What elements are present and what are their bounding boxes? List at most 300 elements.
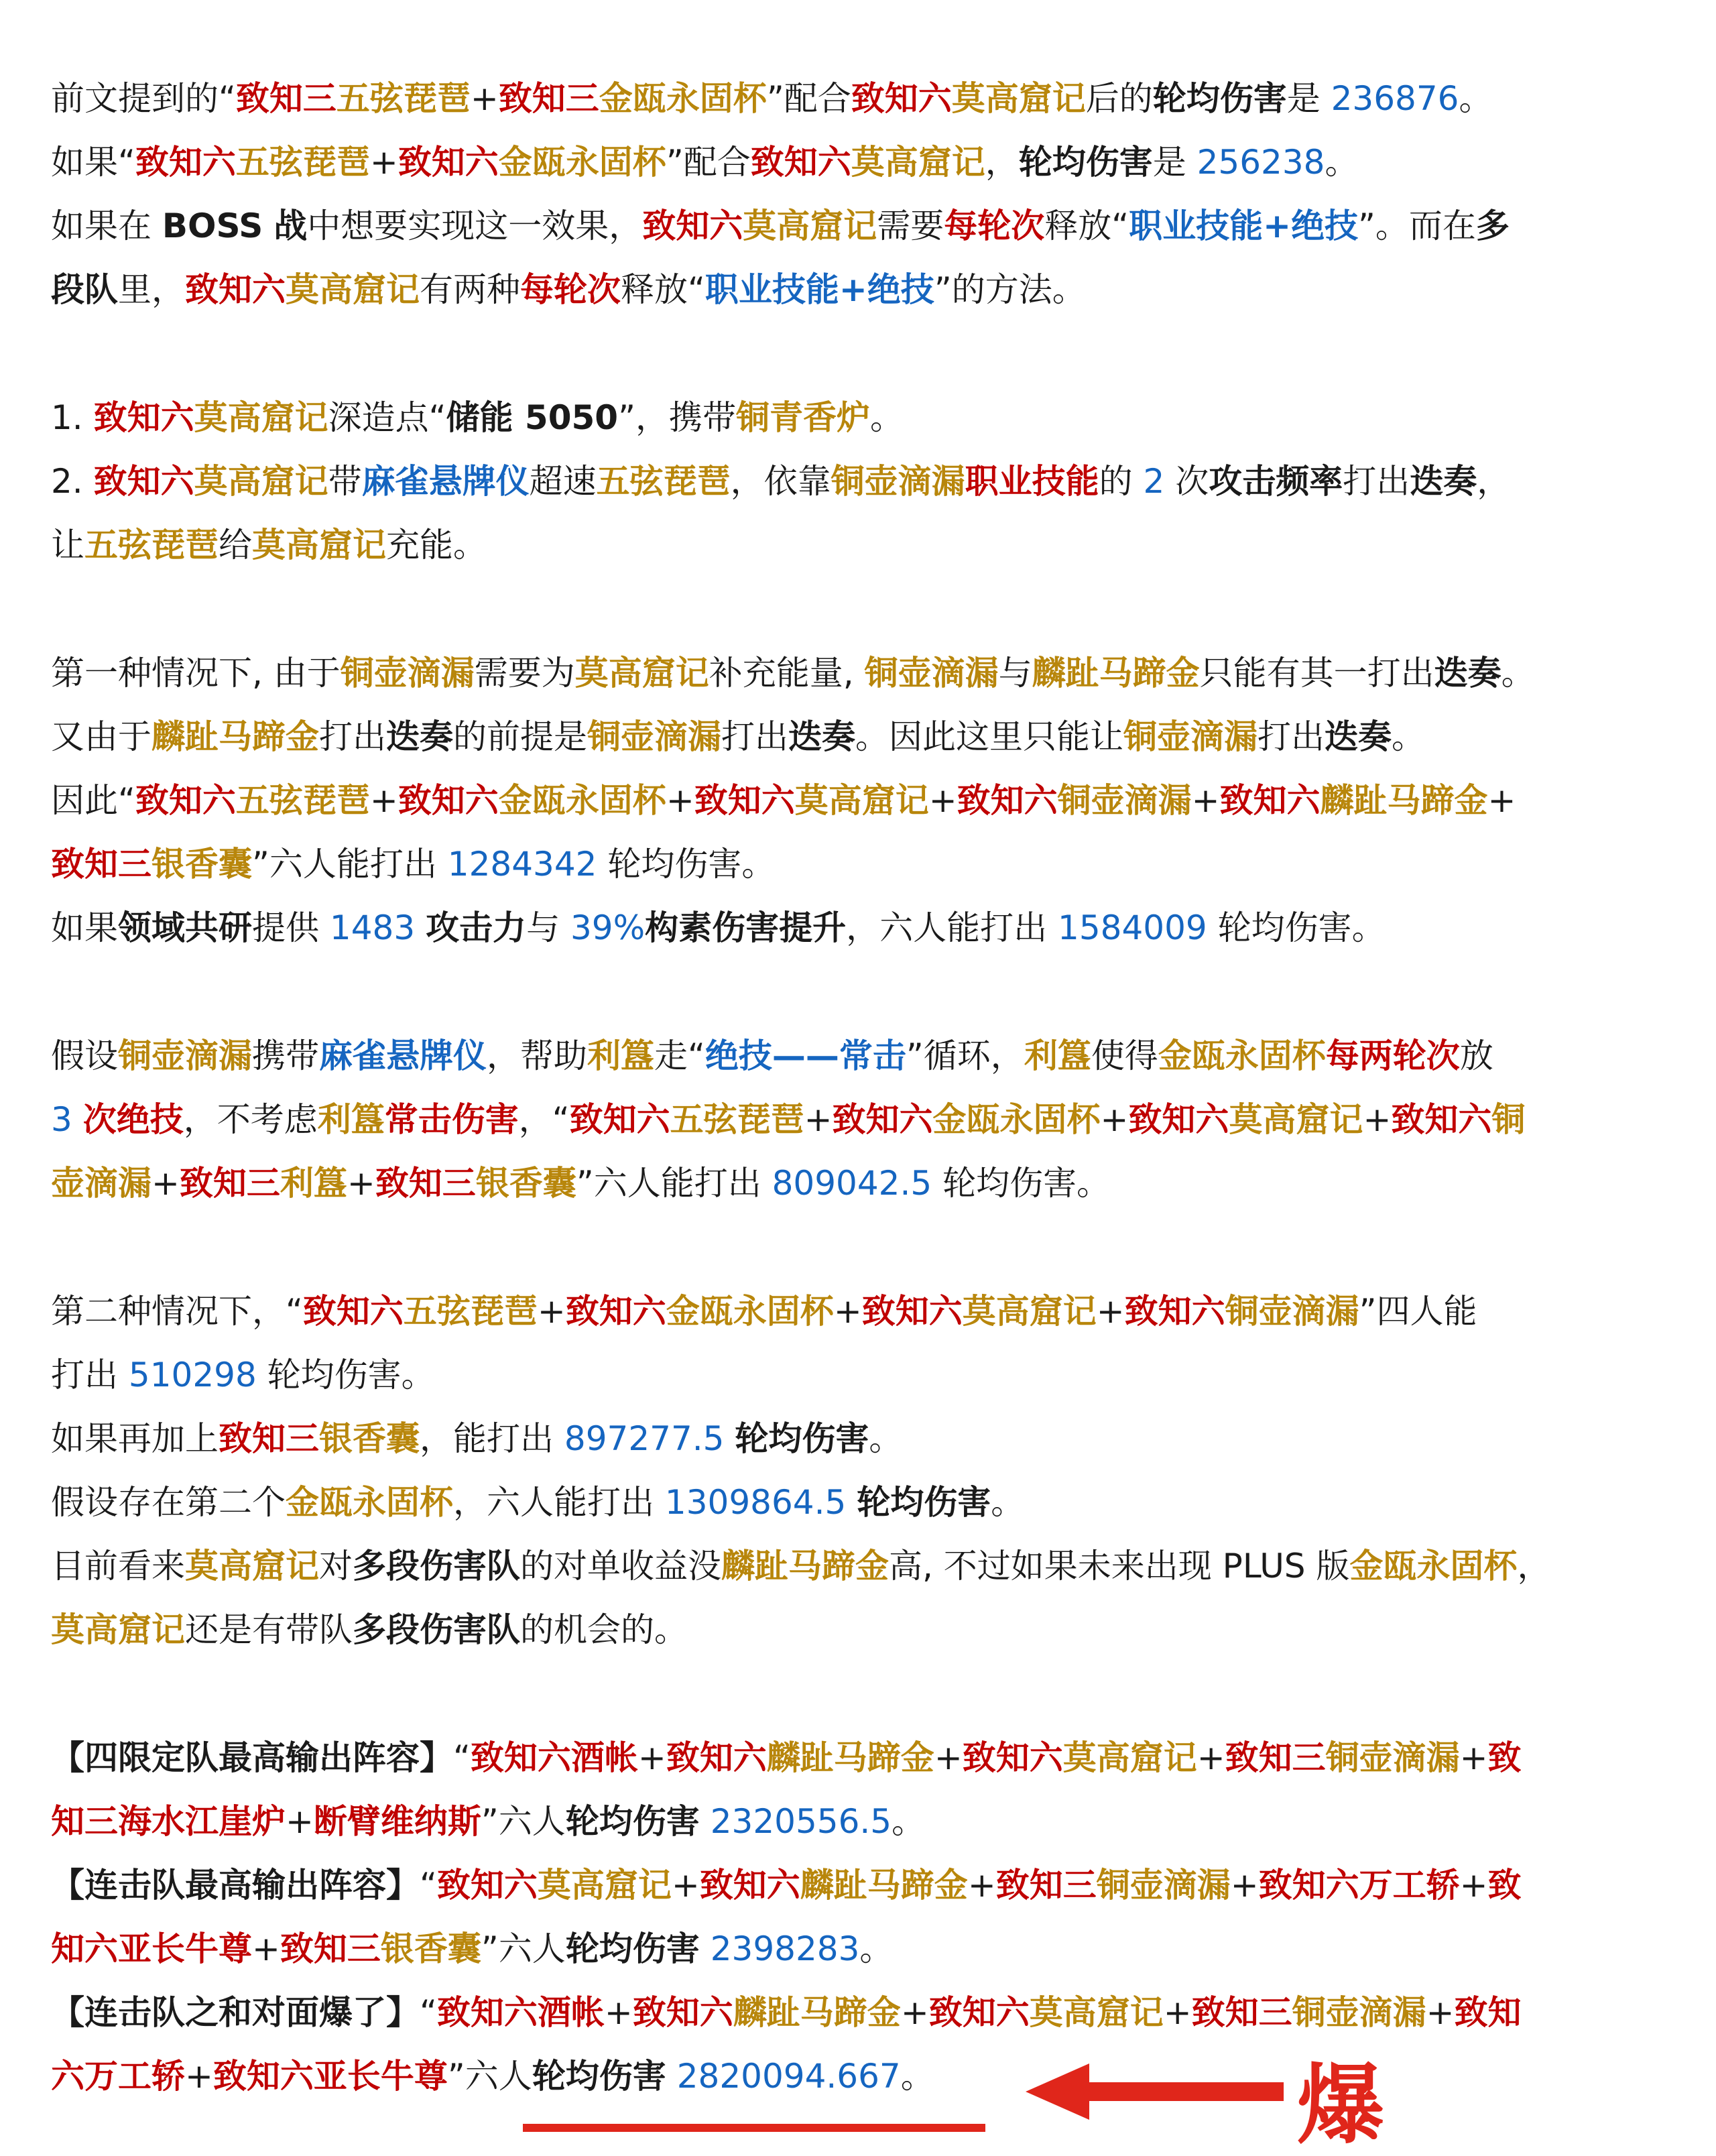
text-run: 致知六 xyxy=(135,781,236,820)
text-run: 如果“ xyxy=(51,143,135,182)
text-run: 的对单收益没 xyxy=(520,1547,721,1585)
text-run: ， xyxy=(1517,1547,1551,1585)
text-run: 的前提是 xyxy=(453,717,587,756)
text-line xyxy=(51,769,1680,833)
text-run: 致知三 xyxy=(179,1164,280,1203)
text-run: 如果在 xyxy=(51,206,162,245)
text-run: 职业技能+绝技 xyxy=(704,270,934,309)
text-run: 万工轿 xyxy=(84,2057,185,2096)
text-run: + xyxy=(151,1164,180,1203)
text-line xyxy=(51,1471,1680,1535)
text-run: 释放“ xyxy=(621,270,705,309)
text-run: 致知六 xyxy=(185,270,286,309)
text-run: 铜壶滴漏 xyxy=(864,654,999,693)
text-run: 银香囊 xyxy=(380,1929,481,1968)
text-line xyxy=(51,1535,1680,1598)
text-line xyxy=(51,1152,1680,1215)
text-run: 的机会的。 xyxy=(520,1610,688,1649)
text-run: 麻雀悬牌仪 xyxy=(361,462,530,501)
text-run: 让 xyxy=(51,526,84,564)
text-run: 深造点“ xyxy=(328,398,446,437)
text-run: 攻击频率 xyxy=(1209,462,1343,501)
text-run: 致知六 xyxy=(851,79,952,118)
text-run: 与 xyxy=(998,654,1032,693)
text-run: 【四限定队最高输出阵容】 xyxy=(51,1738,453,1777)
text-line xyxy=(51,1598,1680,1662)
text-run: 致知六 xyxy=(861,1292,963,1331)
text-run: 使得 xyxy=(1091,1036,1158,1075)
text-run: 万工轿 xyxy=(1359,1866,1460,1905)
text-run: 39% xyxy=(570,908,646,947)
text-run: 迭奏 xyxy=(788,717,855,756)
text-run: 需要 xyxy=(877,206,944,245)
text-run: 第二种情况下，“ xyxy=(51,1292,303,1331)
text-run: 段队 xyxy=(51,270,118,309)
text-run: 金瓯永固杯 xyxy=(932,1100,1101,1139)
text-run: + xyxy=(934,1738,963,1777)
text-run: 亚长牛尊 xyxy=(313,2057,448,2096)
text-run: 莫高窟记 xyxy=(1029,1993,1164,2032)
text-run: 510298 xyxy=(128,1356,257,1394)
text-run: 3 xyxy=(51,1100,72,1139)
text-run: 有两种 xyxy=(420,270,520,309)
paragraph xyxy=(51,67,1680,322)
text-run: 致知六 xyxy=(832,1100,933,1139)
text-run: 。 xyxy=(1392,717,1425,756)
text-run: 利簋 xyxy=(1024,1036,1091,1075)
text-run: 五弦琵琶 xyxy=(596,462,731,501)
text-run: 256238 xyxy=(1197,143,1325,182)
text-run: 铜 xyxy=(1491,1100,1526,1139)
text-run: 铜壶滴漏 xyxy=(1096,1866,1231,1905)
text-line xyxy=(51,194,1680,258)
paragraph xyxy=(51,1726,1680,2108)
text-run: 超速 xyxy=(529,462,597,501)
text-run: 金瓯永固杯 xyxy=(1349,1547,1518,1585)
text-run: 铜壶滴漏 xyxy=(1123,717,1258,756)
text-run: 打出 xyxy=(51,1356,129,1394)
text-run: 致知六 xyxy=(1124,1292,1225,1331)
text-run: 莫高窟记 xyxy=(194,462,328,501)
text-run: 常击伤害 xyxy=(384,1100,519,1139)
text-run: 轮均伤害。 xyxy=(256,1356,435,1394)
text-run: 致知六 xyxy=(957,781,1058,820)
text-run: ”六人能打出 xyxy=(252,845,448,884)
text-run: + xyxy=(347,1164,375,1203)
text-run: 莫高窟记 xyxy=(51,1610,185,1649)
annotation-label: 爆 xyxy=(1297,2054,1385,2156)
text-run: 只能有其一打出 xyxy=(1199,654,1434,693)
text-run: ，“ xyxy=(518,1100,570,1139)
text-run: + xyxy=(1096,1292,1125,1331)
text-run: 麟趾马蹄金 xyxy=(800,1866,968,1905)
text-run: ”配合 xyxy=(666,143,751,182)
text-run: 致知六 xyxy=(436,1993,538,2032)
text-run: 银香囊 xyxy=(319,1419,420,1458)
text-run: 酒帐 xyxy=(537,1993,605,2032)
text-run: + xyxy=(185,2057,213,2096)
text-run: 2 xyxy=(1143,462,1165,501)
text-run: 轮均伤害 xyxy=(857,1483,991,1522)
paragraph xyxy=(51,1280,1680,1662)
text-run: 致知三 xyxy=(219,1419,319,1458)
text-run: 莫高窟记 xyxy=(252,526,386,564)
text-run: 储能 5050 xyxy=(446,398,619,437)
article-body xyxy=(51,67,1680,2108)
text-run: 致知三 xyxy=(280,1929,381,1968)
text-run: 麻雀悬牌仪 xyxy=(319,1036,487,1075)
text-run: 麟趾马蹄金 xyxy=(1032,654,1200,693)
text-run: 战 xyxy=(273,206,308,245)
text-run: 带 xyxy=(328,462,362,501)
text-run xyxy=(72,1100,83,1139)
text-line xyxy=(51,1790,1680,1854)
text-run: 麟趾马蹄金 xyxy=(766,1738,934,1777)
text-run: 五弦琵琶 xyxy=(336,79,471,118)
text-run: 。因此这里只能让 xyxy=(855,717,1123,756)
text-run: 2320556.5 xyxy=(710,1802,892,1841)
text-run: + xyxy=(900,1993,929,2032)
text-run: + xyxy=(369,781,398,820)
text-run: 。 xyxy=(1459,79,1493,118)
text-run: 【连击队之和对面爆了】 xyxy=(51,1993,420,2032)
text-run: ， xyxy=(1477,462,1511,501)
text-run: 致知六 xyxy=(93,462,194,501)
text-run: 打出 xyxy=(721,717,788,756)
text-run: 多段伤害队 xyxy=(353,1610,520,1649)
text-run: + xyxy=(666,781,694,820)
text-run: 次绝技 xyxy=(82,1100,184,1139)
text-line xyxy=(51,1343,1680,1407)
text-run: “ xyxy=(453,1738,471,1777)
text-run: 五弦琵琶 xyxy=(670,1100,804,1139)
text-run: 致知六 xyxy=(470,1738,571,1777)
text-run: 知三 xyxy=(51,1802,118,1841)
text-run: 麟趾马蹄金 xyxy=(721,1547,889,1585)
text-line xyxy=(51,1917,1680,1981)
text-run: + xyxy=(1363,1100,1392,1139)
text-line xyxy=(51,1981,1680,2045)
text-run: 酒帐 xyxy=(570,1738,638,1777)
text-run: 金瓯永固杯 xyxy=(666,1292,834,1331)
text-run: + xyxy=(671,1866,700,1905)
text-run: 海水江崖炉 xyxy=(118,1802,286,1841)
text-run: 前文提到的“ xyxy=(51,79,236,118)
text-run: 假设 xyxy=(51,1036,118,1075)
paragraph xyxy=(51,386,1680,577)
text-run: 致知三 xyxy=(235,79,336,118)
text-run: 1483 xyxy=(329,908,416,947)
text-run: 每两轮次 xyxy=(1325,1036,1460,1075)
text-run: 五弦琵琶 xyxy=(235,143,370,182)
text-line xyxy=(51,258,1680,322)
text-run: BOSS xyxy=(162,206,263,245)
text-run: 金瓯永固杯 xyxy=(498,143,666,182)
text-run: 1309864.5 xyxy=(664,1483,847,1522)
text-run: 致知六 xyxy=(632,1993,733,2032)
text-run: + xyxy=(637,1738,666,1777)
text-run: 1584009 xyxy=(1058,908,1207,947)
text-run: 职业技能 xyxy=(965,462,1099,501)
text-run: 致知三 xyxy=(995,1866,1097,1905)
text-run: 897277.5 xyxy=(564,1419,725,1458)
text-run: 2. xyxy=(51,462,94,501)
text-run: 236876 xyxy=(1331,79,1459,118)
text-run: 又由于 xyxy=(51,717,151,756)
text-run: ，帮助 xyxy=(487,1036,587,1075)
text-run: 致知六 xyxy=(1219,781,1321,820)
text-line xyxy=(51,1726,1680,1790)
text-run: 利簋 xyxy=(317,1100,385,1139)
text-run: 多 xyxy=(1475,206,1510,245)
text-run: 携带 xyxy=(252,1036,319,1075)
text-run: 补充能量, xyxy=(709,654,865,693)
text-run: + xyxy=(833,1292,862,1331)
text-run: 后的 xyxy=(1085,79,1153,118)
text-run: 麟趾马蹄金 xyxy=(151,717,319,756)
text-run: 莫高窟记 xyxy=(537,1866,672,1905)
text-run: + xyxy=(1487,781,1516,820)
text-run: + xyxy=(369,143,398,182)
text-run: + xyxy=(604,1993,633,2032)
text-run: + xyxy=(928,781,957,820)
text-run: 五弦琵琶 xyxy=(235,781,370,820)
text-run xyxy=(263,206,273,245)
text-run: 。 xyxy=(859,1929,894,1968)
text-run: ”六人 xyxy=(481,1802,566,1841)
text-run: 金瓯永固杯 xyxy=(599,79,767,118)
text-run: 铜壶滴漏 xyxy=(340,654,475,693)
text-run: 致知六 xyxy=(928,1993,1030,2032)
text-run: 提供 xyxy=(252,908,330,947)
text-run: 是 xyxy=(1152,143,1197,182)
text-run: 轮均伤害。 xyxy=(1207,908,1386,947)
left-arrow-icon xyxy=(1026,2058,1294,2125)
text-run: 【连击队最高输出阵容】 xyxy=(51,1866,420,1905)
text-run: 金瓯永固杯 xyxy=(498,781,666,820)
text-run: 致知三 xyxy=(1225,1738,1326,1777)
text-run: 。 xyxy=(900,2057,934,2096)
text-run: 。 xyxy=(1325,143,1359,182)
text-run: 轮均伤害。 xyxy=(597,845,776,884)
text-run: 对 xyxy=(319,1547,353,1585)
text-run: 亚长牛尊 xyxy=(118,1929,252,1968)
text-run: 致知六 xyxy=(565,1292,666,1331)
paragraph xyxy=(51,1024,1680,1215)
text-run: 2398283 xyxy=(710,1929,860,1968)
text-run: 致知六 xyxy=(699,1866,800,1905)
text-run: 攻击力 xyxy=(426,908,527,947)
text-run: 五弦琵琶 xyxy=(84,526,219,564)
text-run: 打出 xyxy=(1258,717,1325,756)
text-line xyxy=(51,1407,1680,1471)
text-run: ，六人能打出 xyxy=(846,908,1058,947)
text-run: ”六人 xyxy=(481,1929,566,1968)
text-run: “ xyxy=(420,1993,437,2032)
text-run: 致知六 xyxy=(302,1292,404,1331)
text-run: “ xyxy=(420,1866,437,1905)
highlight-underline xyxy=(523,2124,985,2132)
text-run: 轮均伤害 xyxy=(1152,79,1287,118)
text-run: 构素伤害提升 xyxy=(645,908,847,947)
text-line xyxy=(51,833,1680,896)
text-run: 银香囊 xyxy=(475,1164,576,1203)
text-line xyxy=(51,514,1680,577)
text-run: 。 xyxy=(991,1483,1025,1522)
text-run: 高, 不过如果未来出现 PLUS 版 xyxy=(889,1547,1350,1585)
text-run: ”。而在 xyxy=(1358,206,1476,245)
text-run: 断臂维纳斯 xyxy=(313,1802,481,1841)
text-run: + xyxy=(1163,1993,1192,2032)
text-run: + xyxy=(1459,1866,1488,1905)
text-run: 。 xyxy=(869,1419,903,1458)
text-run xyxy=(700,1802,711,1841)
text-line xyxy=(51,1854,1680,1917)
text-run: 次 xyxy=(1164,462,1209,501)
text-run: 莫高窟记 xyxy=(1229,1100,1363,1139)
text-run: 充能。 xyxy=(386,526,487,564)
text-run: 莫高窟记 xyxy=(962,1292,1097,1331)
text-line xyxy=(51,1280,1680,1343)
text-run: 走“ xyxy=(654,1036,705,1075)
text-run: 释放“ xyxy=(1044,206,1129,245)
text-run: 莫高窟记 xyxy=(286,270,420,309)
text-run: ，能打出 xyxy=(420,1419,564,1458)
text-run: 致知六 xyxy=(212,2057,314,2096)
text-run: 铜壶滴漏 xyxy=(1292,1993,1426,2032)
text-run: 利簋 xyxy=(280,1164,347,1203)
text-line xyxy=(51,642,1680,705)
text-run xyxy=(846,1483,857,1522)
text-run: ”六人能打出 xyxy=(576,1164,772,1203)
text-line xyxy=(51,131,1680,194)
text-run: ， xyxy=(985,143,1019,182)
text-run: 2820094.667 xyxy=(676,2057,901,2096)
text-run: 银香囊 xyxy=(151,845,252,884)
text-run: 莫高窟记 xyxy=(951,79,1086,118)
text-run: 铜壶滴漏 xyxy=(1225,1292,1359,1331)
text-run: 致 xyxy=(1487,1866,1522,1905)
text-run xyxy=(666,2057,677,2096)
text-run: 打出 xyxy=(319,717,386,756)
text-line xyxy=(51,450,1680,514)
text-run: 1. xyxy=(51,398,94,437)
text-run: 打出 xyxy=(1343,462,1410,501)
text-run: 的 xyxy=(1099,462,1144,501)
text-run: 致知六 xyxy=(1258,1866,1359,1905)
text-run: + xyxy=(1100,1100,1129,1139)
text-run: 致知六 xyxy=(569,1100,670,1139)
text-run: 给 xyxy=(219,526,252,564)
text-line xyxy=(51,705,1680,769)
text-run: 铜壶滴漏 xyxy=(1325,1738,1460,1777)
text-run: 致 xyxy=(1487,1738,1522,1777)
text-run xyxy=(415,908,426,947)
text-run: 铜壶滴漏 xyxy=(1057,781,1192,820)
text-run: ”的方法。 xyxy=(934,270,1086,309)
text-run: 还是有带队 xyxy=(185,1610,353,1649)
text-run: 壶滴漏 xyxy=(51,1164,151,1203)
text-run: 1284342 xyxy=(447,845,597,884)
text-run: 致知六 xyxy=(1391,1100,1492,1139)
text-run: 领域共研 xyxy=(118,908,252,947)
text-run: 轮均伤害。 xyxy=(932,1164,1111,1203)
text-run xyxy=(724,1419,735,1458)
text-run: ，不考虑 xyxy=(183,1100,318,1139)
text-run: 致知六 xyxy=(1128,1100,1229,1139)
text-run: 致知六 xyxy=(436,1866,538,1905)
text-run: 。 xyxy=(870,398,904,437)
text-run: + xyxy=(252,1929,280,1968)
text-run: 致知六 xyxy=(962,1738,1063,1777)
text-run: 莫高窟记 xyxy=(574,654,709,693)
text-run: 轮均伤害 xyxy=(735,1419,869,1458)
paragraph xyxy=(51,642,1680,960)
text-run: 致知六 xyxy=(750,143,851,182)
text-run: 每轮次 xyxy=(520,270,621,309)
text-run: 轮均伤害 xyxy=(532,2057,666,2096)
text-run: 致知六 xyxy=(93,398,194,437)
text-run: + xyxy=(967,1866,996,1905)
text-run: 致知六 xyxy=(397,781,499,820)
text-run: 致知三 xyxy=(498,79,599,118)
text-run: 金瓯永固杯 xyxy=(286,1483,453,1522)
text-line xyxy=(51,386,1680,450)
text-run: 里， xyxy=(118,270,185,309)
text-run: 莫高窟记 xyxy=(194,398,328,437)
text-run: 致知六 xyxy=(642,206,743,245)
text-run: + xyxy=(537,1292,566,1331)
text-line xyxy=(51,896,1680,960)
text-run: 莫高窟记 xyxy=(851,143,985,182)
text-run: 假设存在第二个 xyxy=(51,1483,286,1522)
text-run: 多段伤害队 xyxy=(353,1547,520,1585)
text-run: + xyxy=(1426,1993,1455,2032)
text-run: 。 xyxy=(892,1802,926,1841)
text-run: 迭奏 xyxy=(386,717,453,756)
text-run: 致知六 xyxy=(397,143,499,182)
text-run: 迭奏 xyxy=(1410,462,1477,501)
text-run: 莫高窟记 xyxy=(185,1547,319,1585)
text-run: 莫高窟记 xyxy=(743,206,877,245)
text-run: 轮均伤害 xyxy=(1018,143,1153,182)
text-run: + xyxy=(470,79,499,118)
text-run: + xyxy=(286,1802,314,1841)
text-run: 莫高窟记 xyxy=(794,781,929,820)
text-line xyxy=(51,2045,1680,2108)
text-run: 如果再加上 xyxy=(51,1419,219,1458)
text-run: 职业技能+绝技 xyxy=(1129,206,1359,245)
text-run: 如果 xyxy=(51,908,118,947)
text-run: 与 xyxy=(526,908,570,947)
text-run: 致知 xyxy=(1454,1993,1522,2032)
text-run: 绝技——常击 xyxy=(704,1036,906,1075)
text-run: 放 xyxy=(1459,1036,1493,1075)
text-run: 第一种情况下, 由于 xyxy=(51,654,341,693)
text-run: 致知三 xyxy=(1191,1993,1292,2032)
text-run: 知六 xyxy=(51,1929,118,1968)
text-run: 麟趾马蹄金 xyxy=(733,1993,901,2032)
text-run: 利簋 xyxy=(587,1036,654,1075)
text-line xyxy=(51,1088,1680,1152)
text-run: 目前看来 xyxy=(51,1547,185,1585)
text-run: 铜壶滴漏 xyxy=(831,462,965,501)
text-run: + xyxy=(1191,781,1220,820)
text-run: 需要为 xyxy=(474,654,575,693)
text-run: + xyxy=(1197,1738,1225,1777)
text-run: 致知六 xyxy=(135,143,236,182)
text-run: ”循环， xyxy=(906,1036,1024,1075)
